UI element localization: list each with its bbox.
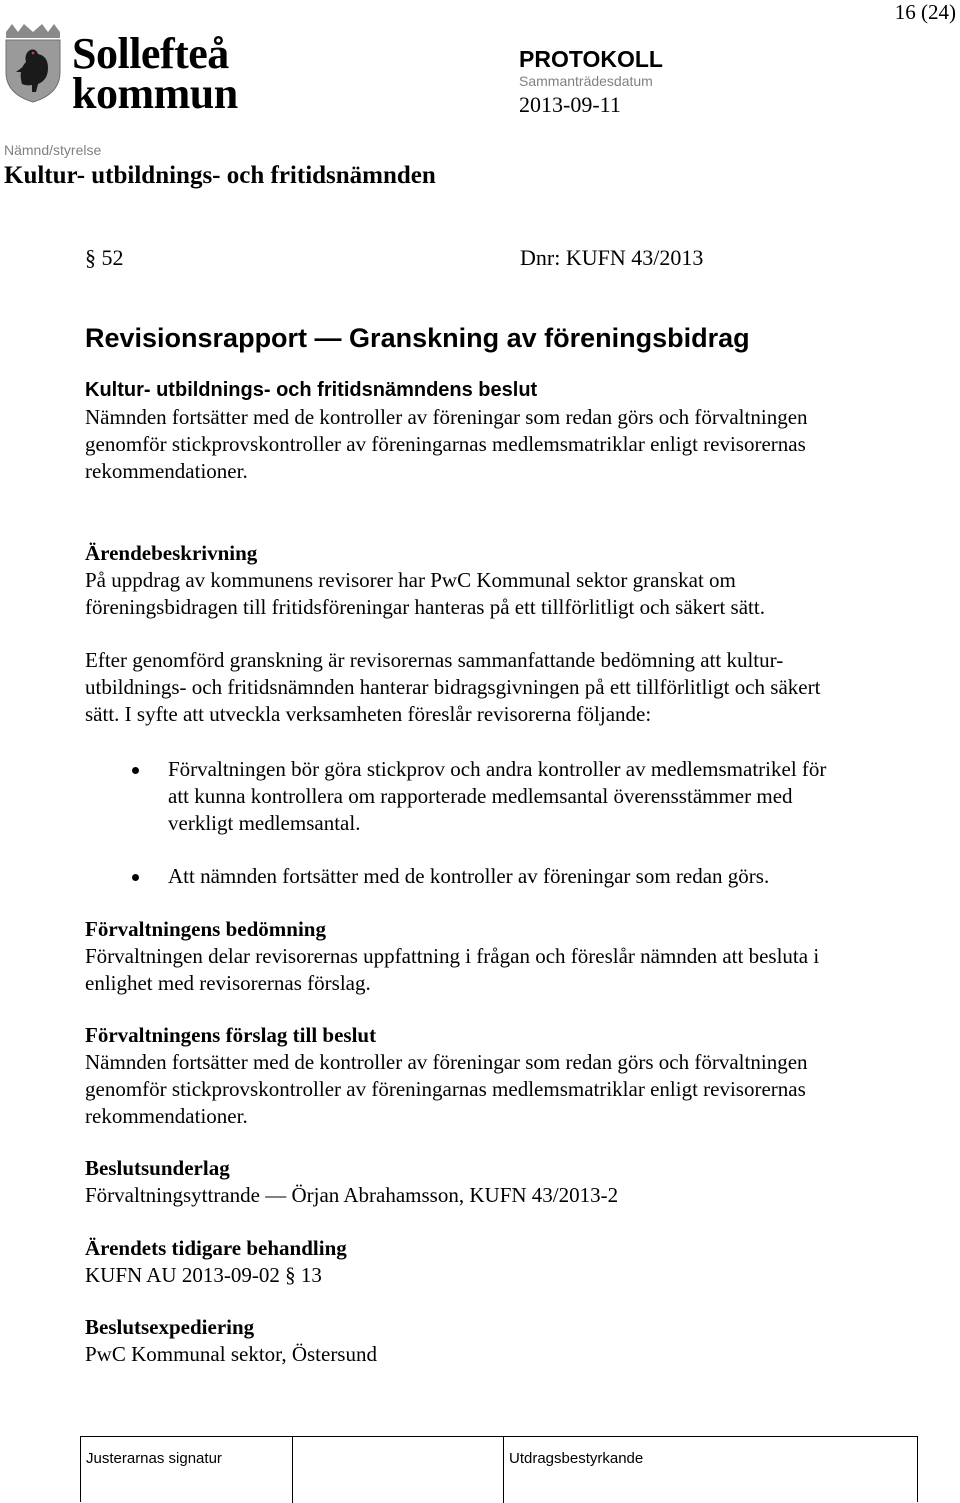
- grouse-coat-of-arms-icon: [2, 22, 64, 104]
- signature-cell-empty: [293, 1437, 504, 1503]
- proposal-line: Nämnden fortsätter med de kontroller av föreningar som redan görs och förvaltningen: [85, 1050, 808, 1074]
- description-heading: Ärendebeskrivning: [85, 541, 258, 565]
- meeting-date-label: Sammanträdesdatum: [519, 73, 653, 89]
- bullet-icon: [132, 874, 139, 881]
- meeting-date: 2013-09-11: [519, 92, 621, 117]
- description-paragraph-2: [85, 647, 915, 728]
- basis-text: Förvaltningsyttrande — Örjan Abrahamsson, KUFN 43/2013-2: [85, 1183, 619, 1207]
- assessment-heading: Förvaltningens bedömning: [85, 917, 326, 941]
- board-label: Nämnd/styrelse: [4, 142, 102, 158]
- list-item-line: verkligt medlemsantal.: [168, 811, 361, 835]
- decision-line: rekommendationer.: [85, 459, 248, 483]
- decision-heading: Kultur- utbildnings- och fritidsnämndens beslut: [85, 379, 538, 401]
- document-type: PROTOKOLL: [519, 46, 663, 72]
- list-item: [132, 863, 902, 890]
- previous-handling-section: [85, 1235, 915, 1289]
- logo-name-line2: kommun: [72, 69, 238, 118]
- list-item-line: att kunna kontrollera om rapporterade medlemsantal överensstämmer med: [168, 784, 793, 808]
- list-item: [132, 756, 902, 837]
- certification-cell: [504, 1437, 918, 1503]
- recommendation-list: [132, 756, 902, 890]
- page-number: 16 (24): [894, 0, 956, 24]
- dispatch-heading: Beslutsexpediering: [85, 1315, 255, 1339]
- proposal-line: genomför stickprovskontroller av föreningarnas medlemsmatriklar enligt revisorernas: [85, 1077, 806, 1101]
- paragraph-number: § 52: [85, 245, 124, 270]
- description-line: sätt. I syfte att utveckla verksamheten föreslår revisorerna följande:: [85, 702, 652, 726]
- bullet-icon: [132, 767, 139, 774]
- description-section: [85, 540, 915, 621]
- signature-table: [80, 1436, 918, 1502]
- case-title: Revisionsrapport — Granskning av föreningsbidrag: [85, 323, 750, 353]
- proposal-section: [85, 1022, 915, 1130]
- previous-handling-text: KUFN AU 2013-09-02 § 13: [85, 1263, 322, 1287]
- description-line: Efter genomförd granskning är revisorernas sammanfattande bedömning att kultur-: [85, 648, 784, 672]
- case-number: Dnr: KUFN 43/2013: [520, 245, 704, 270]
- decision-line: genomför stickprovskontroller av föreningarnas medlemsmatriklar enligt revisorernas: [85, 432, 806, 456]
- previous-handling-heading: Ärendets tidigare behandling: [85, 1236, 347, 1260]
- dispatch-text: PwC Kommunal sektor, Östersund: [85, 1342, 377, 1366]
- signature-label: Justerarnas signatur: [86, 1450, 222, 1467]
- board-name: Kultur- utbildnings- och fritidsnämnden: [4, 162, 436, 189]
- certification-label: Utdragsbestyrkande: [509, 1450, 644, 1467]
- description-line: utbildnings- och fritidsnämnden hanterar bidragsgivningen på ett tillförlitligt och säkert: [85, 675, 821, 699]
- description-line: På uppdrag av kommunens revisorer har PwC Kommunal sektor granskat om: [85, 568, 736, 592]
- basis-heading: Beslutsunderlag: [85, 1156, 230, 1180]
- proposal-heading: Förvaltningens förslag till beslut: [85, 1023, 377, 1047]
- municipality-logo: [72, 29, 238, 118]
- signature-cell: [81, 1437, 293, 1503]
- decision-section: [85, 377, 915, 485]
- logo-name-line1: Sollefteå: [72, 29, 229, 78]
- assessment-section: [85, 916, 915, 997]
- assessment-line: enlighet med revisorernas förslag.: [85, 971, 371, 995]
- decision-line: Nämnden fortsätter med de kontroller av föreningar som redan görs och förvaltningen: [85, 405, 808, 429]
- list-item-line: Förvaltningen bör göra stickprov och andra kontroller av medlemsmatrikel för: [168, 757, 827, 781]
- proposal-line: rekommendationer.: [85, 1104, 248, 1128]
- assessment-line: Förvaltningen delar revisorernas uppfattning i frågan och föreslår nämnden att besluta i: [85, 944, 820, 968]
- description-line: föreningsbidragen till fritidsföreningar hanteras på ett tillförlitligt och säkert sätt.: [85, 595, 765, 619]
- dispatch-section: [85, 1314, 915, 1368]
- list-item-line: Att nämnden fortsätter med de kontroller av föreningar som redan görs.: [168, 864, 770, 888]
- basis-section: [85, 1155, 915, 1209]
